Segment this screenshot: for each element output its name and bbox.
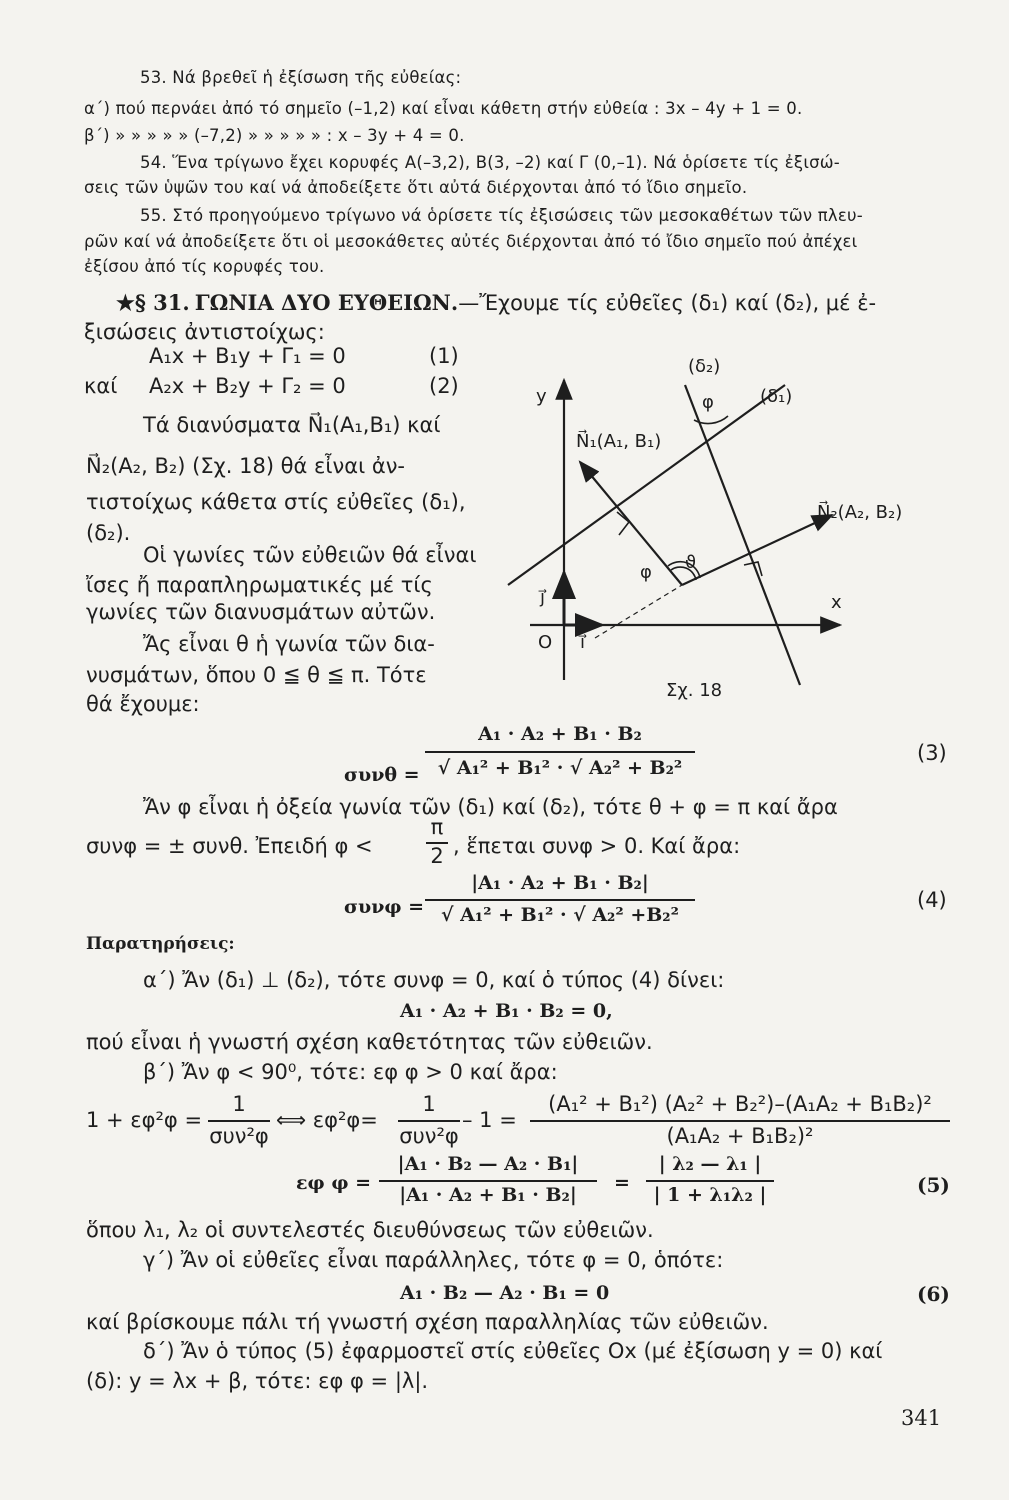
remark-b-frac2-num: 1 bbox=[422, 1092, 436, 1116]
remark-b-frac2-den: συν²φ bbox=[399, 1124, 459, 1148]
equation-2-prefix: καί bbox=[84, 374, 118, 398]
label-n2: N⃗₂(A₂, B₂) bbox=[817, 502, 903, 523]
section-marker: ★§ 31. bbox=[116, 290, 190, 315]
formula-5-denominator-2: | 1 + λ₁λ₂ | bbox=[653, 1184, 767, 1206]
exercise-55-line-2: ρῶν καί νά ἀποδείξετε ὅτι οἱ μεσοκάθετες αὐτές διέρχονται ἀπό τό ἴδιο σημεῖο πού ἀπέχει bbox=[84, 232, 858, 251]
label-phi-top: φ bbox=[702, 392, 714, 413]
formula-5-denominator-1: |A₁ · A₂ + B₁ · B₂| bbox=[399, 1184, 577, 1206]
remark-c-line-2: καί βρίσκουμε πάλι τή γνωστή σχέση παραλληλίας τῶν εὐθειῶν. bbox=[86, 1310, 769, 1334]
acute-angle-line-2b: , ἕπεται συνφ > 0. Καί ἄρα: bbox=[453, 834, 741, 858]
figure-caption: Σχ. 18 bbox=[666, 680, 723, 701]
remark-a-line-1: α΄) Ἄν (δ₁) ⊥ (δ₂), τότε συνφ = 0, καί ὁ τύπος (4) δίνει: bbox=[143, 968, 725, 992]
remark-c-equation: A₁ · B₂ — A₂ · B₁ = 0 bbox=[400, 1282, 610, 1304]
formula-3-tag: (3) bbox=[917, 741, 947, 765]
exercise-53-b: β΄) » » » » » (–7,2) » » » » » : x – 3y + 4 = 0. bbox=[84, 126, 465, 145]
dashed-guide bbox=[595, 585, 682, 638]
label-y: y bbox=[536, 386, 547, 407]
remark-b-frac1-num: 1 bbox=[232, 1092, 246, 1116]
remark-b-iff: ⟺ εφ²φ= bbox=[276, 1108, 378, 1132]
label-i: i⃗ bbox=[580, 632, 586, 653]
formula-4-numerator: |A₁ · A₂ + B₁ · B₂| bbox=[471, 872, 649, 894]
vectors-text-2: N⃗₂(A₂, B₂) (Σχ. 18) θά εἶναι ἀν- bbox=[86, 454, 406, 478]
remark-b-frac1-bar bbox=[208, 1120, 270, 1122]
formula-5-lhs: εφ φ = bbox=[296, 1172, 372, 1194]
exercise-54-line-1: 54. Ἕνα τρίγωνο ἔχει κορυφές Α(–3,2), Β(3, –2) καί Γ (0,–1). Νά ὁρίσετε τίς ἐξισώ- bbox=[140, 153, 840, 172]
vectors-text-3: τιστοίχως κάθετα στίς εὐθεῖες (δ₁), bbox=[86, 490, 466, 514]
formula-4-denominator: √ A₁² + B₁² · √ A₂² +B₂² bbox=[441, 904, 679, 926]
acute-angle-line-2a: συνφ = ± συνθ. Ἐπειδή φ < bbox=[86, 834, 373, 858]
formula-5-bar-2 bbox=[646, 1180, 774, 1182]
equation-1-number: (1) bbox=[429, 344, 459, 368]
remark-b-line-2: ὅπου λ₁, λ₂ οἱ συντελεστές διευθύνσεως τῶν εὐθειῶν. bbox=[86, 1218, 654, 1242]
section-heading bbox=[116, 290, 876, 315]
remark-a-equation: A₁ · A₂ + B₁ · B₂ = 0, bbox=[400, 1000, 613, 1022]
formula-3-bar bbox=[425, 751, 695, 753]
label-x: x bbox=[831, 592, 842, 613]
remark-a-line-2: πού εἶναι ἡ γνωστή σχέση καθετότητας τῶν εὐθειῶν. bbox=[86, 1030, 653, 1054]
label-o: O bbox=[538, 632, 553, 653]
vectors-text-1: Τά διανύσματα N⃗₁(A₁,B₁) καί bbox=[143, 413, 441, 437]
remark-b-frac2-bar bbox=[398, 1120, 460, 1122]
pi-numerator: π bbox=[430, 815, 444, 839]
section-intro: —Ἔχουμε τίς εὐθεῖες (δ₁) καί (δ₂), μέ ἐ- bbox=[458, 291, 877, 315]
acute-angle-line-1: Ἄν φ εἶναι ἡ ὀξεία γωνία τῶν (δ₁) καί (δ₂), τότε θ + φ = π καί ἄρα bbox=[143, 795, 838, 819]
formula-5-tag: (5) bbox=[917, 1173, 950, 1197]
label-n1: N⃗₁(A₁, B₁) bbox=[576, 431, 662, 452]
formula-3-numerator: A₁ · A₂ + B₁ · B₂ bbox=[478, 723, 642, 745]
remark-b-minus-one: – 1 = bbox=[462, 1108, 517, 1132]
vectors-text-10: θά ἔχουμε: bbox=[86, 692, 200, 716]
two-denominator: 2 bbox=[430, 844, 444, 868]
vectors-text-9: νυσμάτων, ὅπου 0 ≦ θ ≦ π. Τότε bbox=[86, 663, 427, 687]
exercise-54-line-2: σεις τῶν ὑψῶν του καί νά ἀποδείξετε ὅτι αὐτά διέρχονται ἀπό τό ἴδιο σημεῖο. bbox=[84, 178, 748, 197]
formula-3-lhs: συνθ = bbox=[344, 764, 420, 786]
section-title: ΓΩΝΙΑ ΔΥΟ ΕΥΘΕΙΩΝ. bbox=[194, 290, 459, 315]
section-intro-line-2: ξισώσεις ἀντιστοίχως: bbox=[84, 320, 325, 344]
vectors-text-6: ἴσες ἤ παραπληρωματικές μέ τίς bbox=[86, 573, 433, 597]
exercise-53-title: 53. Νά βρεθεῖ ἡ ἐξίσωση τῆς εὐθείας: bbox=[140, 68, 462, 87]
label-d1: (δ₁) bbox=[760, 386, 793, 407]
figure-18-diagram bbox=[500, 340, 960, 710]
remark-b-frac3-den: (A₁A₂ + B₁B₂)² bbox=[666, 1124, 814, 1148]
vectors-text-7: γωνίες τῶν διανυσμάτων αὐτῶν. bbox=[86, 600, 436, 624]
exercise-53-a: α΄) πού περνάει ἀπό τό σημεῖο (–1,2) καί εἶναι κάθετη στήν εὐθεία : 3x – 4y + 1 = 0. bbox=[84, 99, 803, 118]
formula-6-tag: (6) bbox=[917, 1282, 950, 1306]
line-d1 bbox=[508, 385, 785, 585]
label-d2: (δ₂) bbox=[688, 356, 721, 377]
formula-4-lhs: συνφ = bbox=[344, 896, 425, 918]
exercise-55-line-3: ἐξίσου ἀπό τίς κορυφές του. bbox=[84, 257, 325, 276]
formula-5-equals: = bbox=[614, 1172, 630, 1194]
label-j: j⃗ bbox=[540, 587, 546, 608]
exercise-55-line-1: 55. Στό προηγούμενο τρίγωνο νά ὁρίσετε τίς ἐξισώσεις τῶν μεσοκαθέτων τῶν πλευ- bbox=[140, 206, 863, 225]
formula-5-numerator-2: | λ₂ — λ₁ | bbox=[658, 1153, 762, 1175]
equation-2: A₂x + B₂y + Γ₂ = 0 bbox=[149, 374, 346, 398]
remark-b-line-1: β΄) Ἄν φ < 90⁰, τότε: εφ φ > 0 καί ἄρα: bbox=[143, 1060, 558, 1084]
remark-b-frac3-bar bbox=[530, 1120, 950, 1122]
formula-3-denominator: √ A₁² + B₁² · √ A₂² + B₂² bbox=[437, 757, 683, 779]
formula-4-tag: (4) bbox=[917, 888, 947, 912]
remark-b-frac3-num: (A₁² + B₁²) (A₂² + B₂²)–(A₁A₂ + B₁B₂)² bbox=[548, 1092, 932, 1116]
equation-1: A₁x + B₁y + Γ₁ = 0 bbox=[149, 344, 346, 368]
vectors-text-8: Ἄς εἶναι θ ἡ γωνία τῶν δια- bbox=[143, 632, 435, 656]
remark-d-line-2: (δ): y = λx + β, τότε: εφ φ = |λ|. bbox=[86, 1369, 429, 1393]
remark-b-frac1-den: συν²φ bbox=[209, 1124, 269, 1148]
vectors-text-4: (δ₂). bbox=[86, 521, 131, 545]
line-d2 bbox=[685, 385, 800, 685]
remarks-title: Παρατηρήσεις: bbox=[86, 934, 235, 954]
formula-4-bar bbox=[425, 899, 695, 901]
equation-2-number: (2) bbox=[429, 374, 459, 398]
formula-5-bar-1 bbox=[379, 1180, 597, 1182]
remark-d-line-1: δ΄) Ἄν ὁ τύπος (5) ἐφαρμοστεῖ στίς εὐθεῖες Ox (μέ ἐξίσωση y = 0) καί bbox=[143, 1339, 883, 1363]
remark-c-line-1: γ΄) Ἄν οἱ εὐθεῖες εἶναι παράλληλες, τότε φ = 0, ὁπότε: bbox=[143, 1248, 724, 1272]
vectors-text-5: Οἱ γωνίες τῶν εὐθειῶν θά εἶναι bbox=[143, 543, 477, 567]
vector-n1 bbox=[580, 462, 682, 585]
page-number: 341 bbox=[901, 1406, 942, 1430]
formula-5-numerator-1: |A₁ · B₂ — A₂ · B₁| bbox=[397, 1153, 579, 1175]
label-theta: ϑ bbox=[685, 552, 697, 573]
label-phi-mid: φ bbox=[640, 562, 652, 583]
remark-b-formula-lhs: 1 + εφ²φ = bbox=[86, 1108, 203, 1132]
